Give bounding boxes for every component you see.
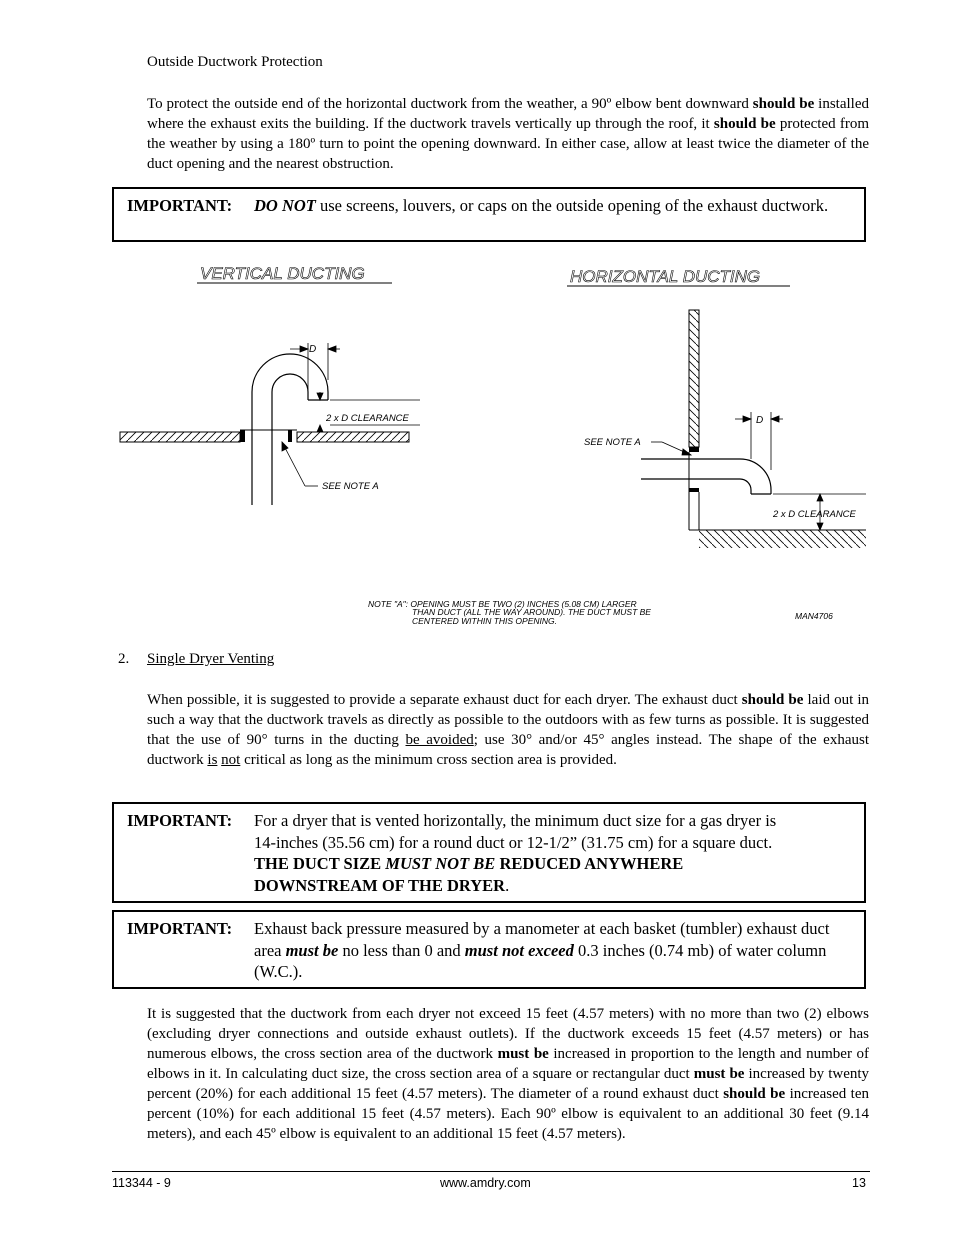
paragraph-outside-protection [147, 94, 869, 174]
paragraph-single-dryer [147, 690, 869, 770]
text-run: no less than 0 and [338, 940, 465, 960]
important-box-duct-size [112, 802, 866, 903]
text-run: To protect the outside end of the horizontal ductwork from the weather, a 90º elbow bent downward [147, 96, 753, 112]
d-label: D [309, 344, 317, 355]
text-run: increased ten percent (10%) for each additional 15 feet (4.57 meters). Each 90º elbow is equivalent to an additional 30 feet (9.14 meters), and each 45º elbow is equivalent to an additional 15 feet (4.57 meters). [147, 1086, 869, 1142]
paragraph-duct-length [147, 1004, 869, 1144]
see-note-label: SEE NOTE A [322, 481, 379, 492]
text-line: For a dryer that is vented horizontally, the minimum duct size for a gas dryer is [254, 811, 777, 830]
clearance-dimension-left [317, 392, 420, 432]
drawing-id: MAN4706 [795, 611, 833, 621]
important-text [254, 195, 856, 217]
clearance-label: 2 x D CLEARANCE [773, 509, 856, 520]
text-run: use screens, louvers, or caps on the outside opening of the exhaust ductwork. [315, 196, 829, 215]
item-title: Single Dryer Venting [147, 651, 275, 667]
text-line-bold [254, 853, 856, 875]
text-run-bold: DOWNSTREAM OF THE DRYER [254, 875, 506, 895]
text-run: ; use 30° and/or 45° angles instead. The shape of the exhaust ductwork [147, 732, 870, 768]
text-line: 14-inches (35.56 cm) for a round duct or 12-1/2” (31.75 cm) for a square duct. [254, 832, 773, 852]
note-a-line2: THAN DUCT (ALL THE WAY AROUND). THE DUCT MUST BE [412, 607, 651, 617]
emphasis-should-be: should be [741, 692, 804, 708]
ducting-diagram [0, 250, 954, 630]
see-note-label: SEE NOTE A [584, 437, 641, 448]
underlined-not: not [221, 752, 241, 768]
text-run: laid out in such a way that the ductwork travels as directly as possible to the outdoors with as few turns as possible. It is suggested that the use of 90° turns in the ducting [147, 692, 869, 748]
emphasis-should-be: should be [713, 116, 776, 132]
emphasis-must-not-be: MUST NOT BE [385, 854, 496, 873]
important-box-no-screens [112, 187, 866, 242]
underlined-be-avoided: be avoided [405, 732, 474, 748]
text-run: When possible, it is suggested to provide a separate exhaust duct for each dryer. The exhaust duct [147, 692, 742, 708]
note-a-line1: NOTE "A": OPENING MUST BE TWO (2) INCHES (5.08 CM) LARGER [368, 599, 637, 609]
important-label: IMPORTANT: [127, 919, 233, 938]
note-a-line3: CENTERED WITHIN THIS OPENING. [412, 616, 557, 626]
horizontal-duct [641, 459, 771, 494]
text-run: increased by twenty percent (20%) for each additional 15 feet (4.57 meters). The diameter of a round exhaust duct [147, 1066, 870, 1102]
important-text [254, 810, 856, 896]
roof-slab [120, 430, 409, 442]
text-run: protected from the weather by using a 180º turn to point the opening downward. In either case, allow at least twice the diameter of the duct opening and the nearest obstruction. [147, 116, 869, 172]
item-number: 2. [118, 651, 130, 667]
footer-rule [112, 1171, 870, 1172]
footer-website: www.amdry.com [440, 1176, 531, 1190]
text-run: . [505, 875, 510, 895]
text-line [254, 875, 856, 897]
important-label: IMPORTANT: [127, 196, 233, 215]
emphasis-must-not-exceed: must not exceed [464, 940, 574, 960]
important-label: IMPORTANT: [127, 811, 233, 830]
emphasis-should-be: should be [752, 96, 815, 112]
important-box-back-pressure [112, 910, 866, 989]
emphasis-must-be: must be [285, 940, 339, 960]
footer-page-number: 13 [852, 1176, 866, 1190]
text-run: 0.3 inches (0.74 mb) of water column (W.C.). [254, 940, 827, 981]
text-run: REDUCED ANYWHERE [495, 854, 684, 873]
underlined-is: is [207, 752, 218, 768]
important-text [254, 918, 856, 983]
footer-doc-number: 113344 - 9 [112, 1176, 171, 1190]
text-run: THE DUCT SIZE [254, 854, 386, 873]
note-a-leader-right [651, 442, 691, 455]
note-a-leader-left [282, 442, 318, 486]
d-label: D [756, 415, 764, 426]
emphasis-must-be: must be [693, 1066, 745, 1082]
vertical-ducting-title: VERTICAL DUCTING [200, 264, 365, 283]
horizontal-ducting-title: HORIZONTAL DUCTING [570, 267, 761, 286]
text-run: Exhaust back pressure measured by a manometer at each basket (tumbler) exhaust duct area [254, 919, 830, 960]
clearance-label: 2 x D CLEARANCE [326, 413, 409, 424]
emphasis-must-be: must be [497, 1046, 549, 1062]
text-run: It is suggested that the ductwork from each dryer not exceed 15 feet (4.57 meters) with no more than two (2) elbows (excluding dryer connections and outside exhaust outlets). If the ductwork exceeds 15 feet (4.57 meters) or has numerous elbows, the cross section area of the ductwork [147, 1006, 869, 1062]
text-run: increased in proportion to the length and number of elbows in it. In calculating duct size, the cross section area of a square or rectangular duct [147, 1046, 869, 1082]
text-run: critical as long as the minimum cross section area is provided. [240, 752, 617, 768]
emphasis-should-be: should be [723, 1086, 786, 1102]
text-run: installed where the exhaust exits the building. If the ductwork travels vertically up through the roof, it [147, 96, 869, 132]
section-heading: Outside Ductwork Protection [147, 54, 323, 70]
emphasis-do-not: DO NOT [254, 196, 316, 215]
